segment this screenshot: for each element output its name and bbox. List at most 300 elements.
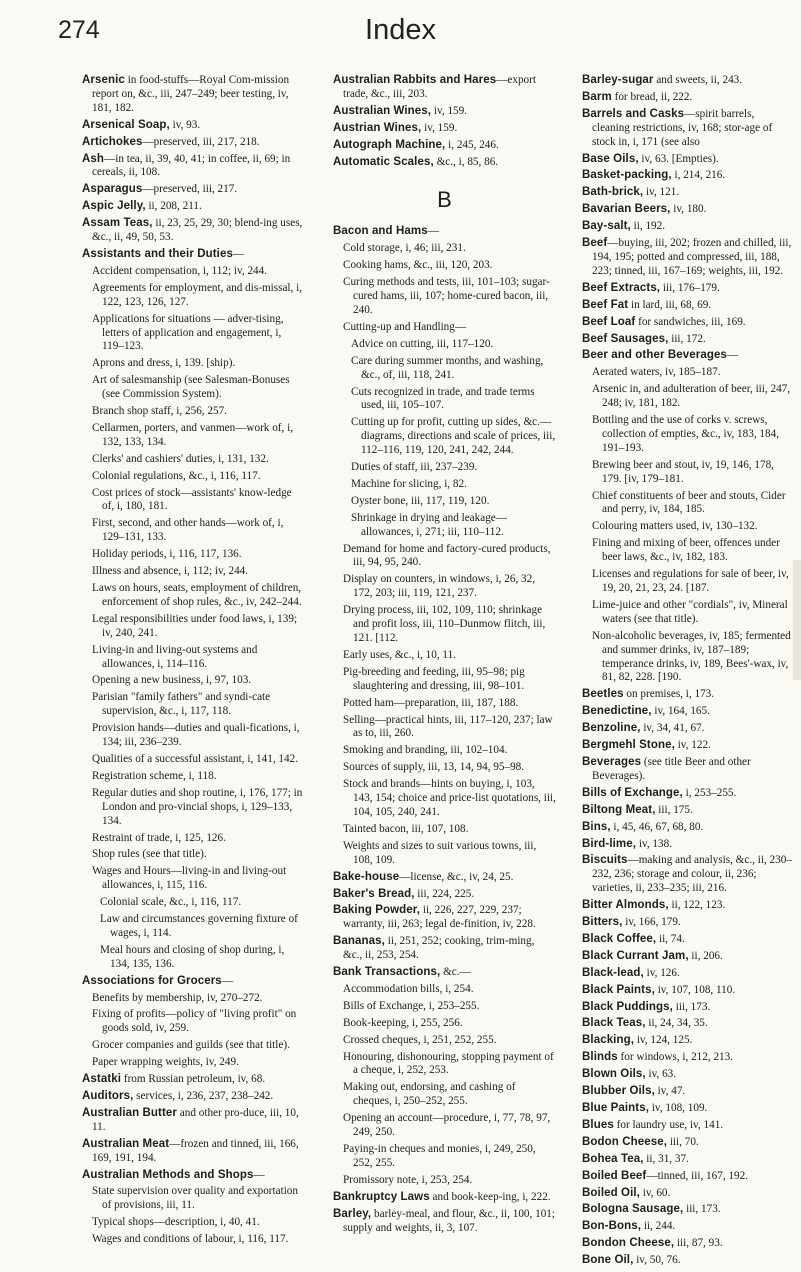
- entry-text: —: [427, 225, 439, 238]
- entry-text: Honouring, dishonouring, stopping payment of a cheque, i, 252, 253.: [343, 1050, 554, 1077]
- entry-heading: Black Teas,: [582, 1017, 646, 1030]
- entry-text: i, 253–255.: [682, 786, 737, 799]
- index-subentry: [343, 1174, 556, 1188]
- index-entry: [582, 1136, 794, 1150]
- index-entry: [582, 1001, 794, 1015]
- entry-heading: Bay-salt,: [582, 220, 631, 233]
- entry-text: —export trade, &c., iii, 203.: [343, 74, 536, 100]
- entry-text: Accident compensation, i, 112; iv, 244.: [92, 264, 268, 277]
- entry-heading: Black Coffee,: [582, 932, 657, 945]
- entry-heading: Astatki: [82, 1073, 122, 1086]
- entry-text: Potted ham—preparation, iii, 187, 188.: [343, 696, 519, 709]
- index-subentry: [347, 512, 556, 540]
- entry-heading: Bitter Almonds,: [582, 899, 669, 912]
- entry-text: Cost prices of stock—assistants' know-ledge of, i, 180, 181.: [92, 486, 292, 513]
- index-subentry: [92, 770, 305, 784]
- entry-text: iv, 159.: [431, 104, 468, 117]
- entry-text: Meal hours and closing of shop during, i, 134, 135, 136.: [100, 943, 285, 970]
- entry-text: iv, 34, 41, 67.: [640, 722, 705, 735]
- index-entry: [82, 153, 305, 181]
- index-subentry: [343, 543, 556, 571]
- entry-text: iii, 175.: [655, 803, 693, 816]
- page-number: 274: [58, 16, 100, 44]
- entry-text: iv, 138.: [636, 837, 672, 850]
- entry-text: and other pro-duce, iii, 10, 11.: [92, 1106, 299, 1133]
- index-subentry: [92, 313, 305, 355]
- entry-text: iii, 87, 93.: [674, 1237, 723, 1250]
- index-subentry: [592, 520, 794, 534]
- index-column-3: [582, 74, 794, 1271]
- entry-text: Shop rules (see that title).: [92, 848, 207, 861]
- entry-heading: Beer and other Beverages: [582, 349, 727, 362]
- entry-heading: Blown Oils,: [582, 1068, 646, 1081]
- entry-text: Agreements for employment, and dis-missal, i, 122, 123, 126, 127.: [92, 281, 303, 308]
- entry-text: Fixing of profits—policy of "living profit" on goods sold, iv, 259.: [92, 1008, 297, 1035]
- entry-text: Selling—practical hints, iii, 117–120, 237; law as to, iii, 260.: [343, 713, 553, 740]
- index-subentry: [343, 649, 556, 663]
- index-entry: [82, 1107, 305, 1135]
- index-entry: [82, 1169, 305, 1183]
- entry-text: ii, 74.: [656, 932, 685, 945]
- index-subentry: [343, 840, 556, 868]
- entry-heading: Bondon Cheese,: [582, 1237, 675, 1250]
- index-entry: [582, 153, 794, 167]
- entry-heading: Bon-Bons,: [582, 1220, 642, 1233]
- index-entry: [333, 1208, 556, 1236]
- entry-text: First, second, and other hands—work of, i, 129–131, 133.: [92, 517, 284, 544]
- index-entry: [582, 282, 794, 296]
- index-entry: [582, 1085, 794, 1099]
- index-subentry: [347, 355, 556, 383]
- entry-heading: Blinds: [582, 1051, 618, 1064]
- entry-text: iv, 124, 125.: [634, 1034, 693, 1047]
- index-subentry: [343, 1143, 556, 1171]
- index-entry: [333, 966, 556, 980]
- entry-heading: Black-lead,: [582, 966, 644, 979]
- index-subentry: [347, 386, 556, 414]
- entry-text: Registration scheme, i, 118.: [92, 769, 217, 782]
- entry-text: ii, 23, 25, 29, 30; blend-ing uses, &c., ii, 49, 50, 53.: [92, 217, 303, 244]
- index-entry: [333, 904, 556, 932]
- index-subentry: [347, 478, 556, 492]
- entry-text: —buying, iii, 202; frozen and chilled, iii, 194, 195; potted and compressed, iii, 188, 223; tinned, iii, 167–169; weights, iii, 192.: [592, 237, 792, 277]
- entry-text: Regular duties and shop routine, i, 176, 177; in London and pro-vincial shops, i, 129–133, 134.: [92, 786, 303, 827]
- index-subentry: [92, 1008, 305, 1036]
- entry-heading: Arsenic: [82, 74, 125, 86]
- index-entry: [582, 838, 794, 852]
- entry-text: Stock and brands—hints on buying, i, 103, 143, 154; choice and price-list quotations, iii, 104, 105, 240, 241.: [343, 778, 556, 818]
- entry-text: Parisian "family fathers" and syndi-cate supervision, &c., i, 117, 118.: [92, 691, 271, 718]
- entry-heading: Beetles: [582, 688, 624, 701]
- entry-heading: Australian Wines,: [333, 104, 432, 117]
- entry-text: Applications for situations — adver-tising, letters of application and engagement, i, 119–123.: [92, 312, 284, 353]
- index-subentry: [592, 383, 794, 411]
- entry-heading: Blacking,: [582, 1034, 635, 1047]
- entry-heading: Bologna Sausage,: [582, 1203, 684, 1216]
- index-entry: [582, 756, 794, 784]
- entry-heading: Asparagus: [82, 183, 143, 196]
- index-subentry: [347, 416, 556, 458]
- entry-text: Bottling and the use of corks v. screws, collection of empties, &c., iv, 183, 184, 191–193.: [592, 414, 779, 454]
- entry-text: —making and analysis, &c., ii, 230–232, 236; storage and colour, ii, 236; varieties, ii, 233–235; iii, 216.: [592, 854, 792, 895]
- entry-text: iii, 176–179.: [660, 281, 720, 294]
- index-entry: [333, 225, 556, 239]
- section-letter: B: [437, 187, 452, 213]
- entry-text: Cold storage, i, 46; iii, 231.: [343, 242, 466, 255]
- entry-text: Arsenic in, and adulteration of beer, iii, 247, 248; iv, 181, 182.: [592, 383, 791, 410]
- entry-text: —: [232, 247, 245, 260]
- entry-heading: Bananas,: [333, 935, 385, 948]
- entry-text: Cooking hams, &c., iii, 120, 203.: [343, 259, 493, 272]
- index-subentry: [96, 913, 305, 941]
- entry-text: iv, 108, 109.: [649, 1102, 708, 1114]
- entry-heading: Beef Loaf: [582, 315, 636, 328]
- entry-text: Accommodation bills, i, 254.: [343, 982, 474, 995]
- entry-text: for bread, ii, 222.: [611, 90, 693, 103]
- entry-heading: Blues: [582, 1118, 614, 1131]
- entry-text: —license, &c., iv, 24, 25.: [399, 870, 514, 883]
- index-entry: [582, 688, 794, 702]
- index-subentry: [92, 453, 305, 467]
- index-subentry: [592, 490, 794, 518]
- entry-heading: Boiled Oil,: [582, 1186, 640, 1199]
- entry-text: —spirit barrels, cleaning restrictions, iv, 168; stor-age of stock in, i, 171 (see also: [592, 107, 773, 148]
- index-subentry: [92, 422, 305, 450]
- index-subentry: [347, 338, 556, 352]
- index-entry: [582, 1119, 794, 1133]
- index-columns: [82, 74, 794, 1267]
- entry-text: —in tea, ii, 39, 40, 41; in coffee, ii, 69; in cereals, ii, 108.: [92, 152, 291, 179]
- index-entry: [582, 299, 794, 313]
- entry-heading: Bins,: [582, 820, 611, 833]
- entry-heading: Bodon Cheese,: [582, 1135, 668, 1148]
- index-subentry: [92, 1216, 305, 1230]
- index-subentry: [343, 604, 556, 646]
- index-subentry: [92, 613, 305, 641]
- entry-heading: Australian Meat: [82, 1137, 170, 1150]
- index-subentry: [96, 896, 305, 910]
- entry-text: &c.—: [440, 966, 471, 979]
- entry-text: i, 45, 46, 67, 68, 80.: [610, 820, 704, 833]
- index-subentry: [343, 1034, 556, 1048]
- entry-heading: Australian Rabbits and Hares: [333, 74, 497, 86]
- entry-text: ii, 226, 227, 229, 237; warranty, iii, 263; legal de-finition, iv, 228.: [343, 904, 536, 931]
- entry-heading: Auditors,: [82, 1090, 134, 1102]
- entry-heading: Autograph Machine,: [333, 138, 446, 151]
- index-entry: [582, 1102, 794, 1116]
- entry-text: iv, 50, 76.: [633, 1254, 681, 1267]
- entry-text: for laundry use, iv, 141.: [613, 1118, 724, 1131]
- entry-text: Machine for slicing, i, 82.: [351, 477, 467, 490]
- entry-text: iv, 60.: [639, 1186, 671, 1199]
- entry-text: iv, 47.: [654, 1085, 686, 1098]
- index-subentry: [92, 405, 305, 419]
- entry-text: Licenses and regulations for sale of beer, iv, 19, 20, 21, 23, 24. [187.: [592, 568, 789, 594]
- entry-text: State supervision over quality and exportation of provisions, iii, 11.: [92, 1185, 298, 1212]
- entry-text: Book-keeping, i, 255, 256.: [343, 1016, 463, 1029]
- entry-text: —frozen and tinned, iii, 166, 169, 191, 194.: [92, 1137, 299, 1164]
- index-entry: [582, 333, 794, 347]
- index-entry: [582, 316, 794, 330]
- index-subentry: [92, 787, 305, 829]
- entry-text: Illness and absence, i, 112; iv, 244.: [92, 565, 249, 578]
- entry-heading: Basket-packing,: [582, 169, 672, 182]
- index-entry: [582, 1034, 794, 1048]
- entry-text: iii, 172.: [668, 332, 706, 345]
- index-entry: [333, 1191, 556, 1205]
- entry-text: in food-stuffs—Royal Com-mission report on, &c., iii, 247–249; beer testing, iv, 181, 182.: [92, 74, 290, 114]
- entry-heading: Associations for Grocers: [82, 974, 222, 987]
- index-subentry: [343, 321, 556, 335]
- index-subentry: [343, 761, 556, 775]
- entry-text: Duties of staff, iii, 237–239.: [351, 461, 478, 474]
- entry-text: ii, 244.: [641, 1220, 676, 1233]
- entry-heading: Australian Methods and Shops: [82, 1168, 254, 1181]
- index-subentry: [96, 944, 305, 972]
- index-subentry: [592, 537, 794, 565]
- index-subentry: [92, 374, 305, 402]
- entry-text: i, 245, 246.: [445, 138, 499, 151]
- entry-heading: Barley-sugar: [582, 74, 654, 86]
- index-subentry: [592, 599, 794, 627]
- index-entry: [582, 1051, 794, 1065]
- index-subentry: [343, 1081, 556, 1109]
- entry-text: Non-alcoholic beverages, iv, 185; fermented and summer drinks, iv, 187–189; temperance drinks, iv, 189, Bees'-wax, iv, 81, 82, 228. [190.: [592, 629, 791, 684]
- entry-heading: Bills of Exchange,: [582, 786, 683, 799]
- entry-text: ii, 122, 123.: [668, 899, 726, 912]
- entry-text: Wages and Hours—living-in and living-out allowances, i, 115, 116.: [92, 865, 287, 892]
- entry-heading: Beef Sausages,: [582, 332, 669, 345]
- entry-heading: Black Paints,: [582, 983, 655, 996]
- index-subentry: [343, 823, 556, 837]
- index-entry: [82, 1090, 305, 1104]
- entry-heading: Beverages: [582, 755, 642, 768]
- index-subentry: [592, 630, 794, 686]
- index-subentry: [343, 1017, 556, 1031]
- index-entry: [82, 119, 305, 133]
- entry-text: Grocer companies and guilds (see that title).: [92, 1039, 290, 1052]
- entry-heading: Assistants and their Duties: [82, 247, 233, 260]
- entry-text: Living-in and living-out systems and allowances, i, 114–116.: [92, 643, 258, 670]
- index-subentry: [92, 265, 305, 279]
- index-entry: [582, 1187, 794, 1201]
- entry-text: Oyster bone, iii, 117, 119, 120.: [351, 494, 490, 507]
- entry-text: iv, 180.: [670, 203, 707, 216]
- index-entry: [333, 74, 556, 102]
- entry-heading: Black Currant Jam,: [582, 949, 689, 962]
- index-entry: [333, 888, 556, 902]
- entry-text: iii, 224, 225.: [414, 887, 475, 900]
- entry-heading: Arsenical Soap,: [82, 118, 170, 131]
- entry-heading: Bankruptcy Laws: [333, 1190, 430, 1203]
- entry-text: Benefits by membership, iv, 270–272.: [92, 991, 263, 1004]
- entry-heading: Bacon and Hams: [333, 225, 428, 238]
- entry-text: iv, 63.: [645, 1068, 677, 1081]
- index-entry: [582, 1254, 794, 1268]
- entry-text: Promissory note, i, 253, 254.: [343, 1173, 473, 1186]
- index-entry: [82, 248, 305, 262]
- entry-text: Wages and conditions of labour, i, 116, 117.: [92, 1233, 289, 1246]
- entry-text: iii, 70.: [667, 1135, 699, 1148]
- entry-text: Cuts recognized in trade, and trade terms used, iii, 105–107.: [351, 385, 535, 412]
- index-subentry: [343, 778, 556, 820]
- entry-heading: Bitters,: [582, 916, 623, 929]
- index-column-2: [333, 74, 556, 1238]
- entry-heading: Bavarian Beers,: [582, 203, 671, 216]
- entry-heading: Artichokes: [82, 135, 143, 148]
- index-entry: [582, 950, 794, 964]
- entry-heading: Australian Butter: [82, 1106, 177, 1119]
- entry-text: iv, 121.: [643, 186, 680, 199]
- entry-text: Crossed cheques, i, 251, 252, 255.: [343, 1033, 497, 1046]
- entry-heading: Automatic Scales,: [333, 155, 434, 168]
- index-subentry: [343, 983, 556, 997]
- entry-text: Law and circumstances governing fixture of wages, i, 114.: [100, 913, 298, 939]
- entry-text: ii, 251, 252; cooking, trim-ming, &c., ii, 253, 254.: [343, 935, 535, 962]
- entry-text: Demand for home and factory-cured products, iii, 94, 95, 240.: [343, 542, 551, 569]
- index-entry: [582, 739, 794, 753]
- entry-heading: Bone Oil,: [582, 1254, 634, 1267]
- entry-text: Weights and sizes to suit various towns, iii, 108, 109.: [343, 839, 537, 866]
- index-subentry: [343, 744, 556, 758]
- index-subentry: [92, 357, 305, 371]
- entry-text: iii, 173.: [683, 1203, 721, 1216]
- entry-heading: Base Oils,: [582, 152, 639, 165]
- entry-text: i, 214, 216.: [671, 169, 726, 182]
- entry-text: and sweets, ii, 243.: [653, 74, 743, 86]
- entry-heading: Benedictine,: [582, 705, 652, 718]
- entry-text: Drying process, iii, 102, 109, 110; shrinkage and profit loss, iii, 110–Dunmow flitch, iii, 121. [112.: [343, 604, 546, 644]
- index-subentry: [92, 722, 305, 750]
- entry-text: barley-meal, and flour, &c., ii, 100, 101; supply and weights, ii, 3, 107.: [343, 1207, 556, 1234]
- entry-text: Chief constituents of beer and stouts, Cider and perry, iv, 184, 185.: [592, 489, 786, 516]
- entry-text: ii, 31, 37.: [643, 1152, 689, 1165]
- entry-text: Smoking and branding, iii, 102–104.: [343, 744, 508, 757]
- entry-heading: Beef Fat: [582, 298, 629, 311]
- entry-text: Aprons and dress, i, 139. [ship).: [92, 357, 236, 370]
- index-subentry: [92, 1233, 305, 1247]
- entry-heading: Bergmehl Stone,: [582, 739, 675, 752]
- entry-heading: Bake-house: [333, 870, 400, 883]
- entry-heading: Baking Powder,: [333, 904, 421, 917]
- index-entry: [582, 1220, 794, 1234]
- index-entry: [582, 722, 794, 736]
- index-entry: [582, 933, 794, 947]
- index-entry: [582, 916, 794, 930]
- index-entry: [582, 169, 794, 183]
- entry-text: Advice on cutting, iii, 117–120.: [351, 337, 494, 350]
- index-subentry: [92, 644, 305, 672]
- entry-text: —preserved, iii, 217.: [142, 183, 238, 196]
- index-subentry: [92, 674, 305, 688]
- page-title: Index: [365, 14, 436, 46]
- index-entry: [582, 186, 794, 200]
- entry-heading: Beef: [582, 237, 608, 250]
- entry-text: Cutting up for profit, cutting up sides, &c.—diagrams, directions and scale of prices, iii, 112–116, 119, 120, 241, 242, 244.: [351, 416, 556, 457]
- entry-heading: Aspic Jelly,: [82, 200, 146, 213]
- index-subentry: [92, 1039, 305, 1053]
- index-entry: [582, 203, 794, 217]
- entry-text: Clerks' and cashiers' duties, i, 131, 132.: [92, 452, 269, 465]
- entry-heading: Biscuits: [582, 854, 628, 867]
- entry-text: Provision hands—duties and quali-fications, i, 134; iii, 236–239.: [92, 722, 300, 749]
- entry-heading: Barley,: [333, 1207, 372, 1220]
- index-entry: [82, 183, 305, 197]
- index-subentry: [92, 487, 305, 515]
- index-entry: [582, 1170, 794, 1184]
- entry-text: Art of salesmanship (see Salesman-Bonuses (see Commission System).: [92, 374, 290, 401]
- index-subentry: [92, 832, 305, 846]
- entry-heading: Beef Extracts,: [582, 281, 661, 294]
- entry-text: ii, 24, 34, 35.: [645, 1017, 708, 1030]
- entry-text: Opening a new business, i, 97, 103.: [92, 674, 252, 687]
- index-entry: [82, 200, 305, 214]
- index-subentry: [343, 666, 556, 694]
- index-subentry: [343, 242, 556, 256]
- entry-text: —: [726, 349, 739, 362]
- index-entry: [582, 1237, 794, 1251]
- index-subentry: [343, 573, 556, 601]
- index-subentry: [592, 459, 794, 487]
- entry-text: from Russian petroleum, iv, 68.: [121, 1073, 266, 1086]
- index-subentry: [343, 276, 556, 318]
- entry-heading: Bird-lime,: [582, 837, 637, 850]
- entry-heading: Bohea Tea,: [582, 1152, 644, 1165]
- entry-text: Care during summer months, and washing, &c., of, iii, 118, 241.: [351, 354, 544, 381]
- entry-text: iv, 63. [Empties).: [638, 152, 719, 165]
- index-entry: [333, 105, 556, 119]
- index-entry: [582, 984, 794, 998]
- index-subentry: [92, 691, 305, 719]
- index-subentry: [92, 848, 305, 862]
- entry-heading: Blubber Oils,: [582, 1085, 655, 1098]
- entry-text: iv, 164, 165.: [651, 705, 710, 718]
- page-edge-tab: [793, 560, 801, 680]
- index-subentry: [343, 697, 556, 711]
- entry-heading: Biltong Meat,: [582, 803, 656, 816]
- entry-text: Display on counters, in windows, i, 26, 32, 172, 203; iii, 119, 121, 237.: [343, 573, 536, 600]
- index-entry: [333, 935, 556, 963]
- entry-text: Making out, endorsing, and cashing of cheques, i, 250–252, 255.: [343, 1081, 516, 1108]
- entry-text: Brewing beer and stout, iv, 19, 146, 178, 179. [iv, 179–181.: [592, 458, 774, 485]
- entry-text: Laws on hours, seats, employment of children, enforcement of shop rules, &c., iv, 242–244.: [92, 582, 302, 608]
- index-subentry: [92, 282, 305, 310]
- entry-heading: Benzoline,: [582, 722, 641, 735]
- index-entry: [582, 1203, 794, 1217]
- entry-heading: Ash: [82, 152, 105, 165]
- entry-text: Pig-breeding and feeding, iii, 95–98; pig slaughtering and dressing, iii, 98–101.: [343, 665, 525, 692]
- index-subentry: [92, 992, 305, 1006]
- entry-text: ii, 208, 211.: [145, 200, 202, 213]
- entry-text: services, i, 236, 237, 238–242.: [133, 1090, 274, 1102]
- index-entry: [333, 871, 556, 885]
- entry-text: iv, 166, 179.: [622, 916, 681, 929]
- index-subentry: [92, 865, 305, 893]
- entry-text: Restraint of trade, i, 125, 126.: [92, 831, 226, 844]
- entry-text: —: [221, 974, 233, 987]
- index-entry: [582, 1068, 794, 1082]
- index-entry: [582, 1017, 794, 1031]
- entry-text: Colouring matters used, iv, 130–132.: [592, 520, 758, 533]
- entry-heading: Baker's Bread,: [333, 887, 415, 900]
- index-subentry: [343, 714, 556, 742]
- entry-text: in lard, iii, 68, 69.: [628, 298, 712, 311]
- index-entry: [82, 1073, 305, 1087]
- entry-text: Shrinkage in drying and leakage—allowances, i, 271; iii, 110–112.: [351, 511, 507, 538]
- index-entry: [582, 237, 794, 279]
- index-entry: [333, 122, 556, 136]
- index-entry: [82, 1138, 305, 1166]
